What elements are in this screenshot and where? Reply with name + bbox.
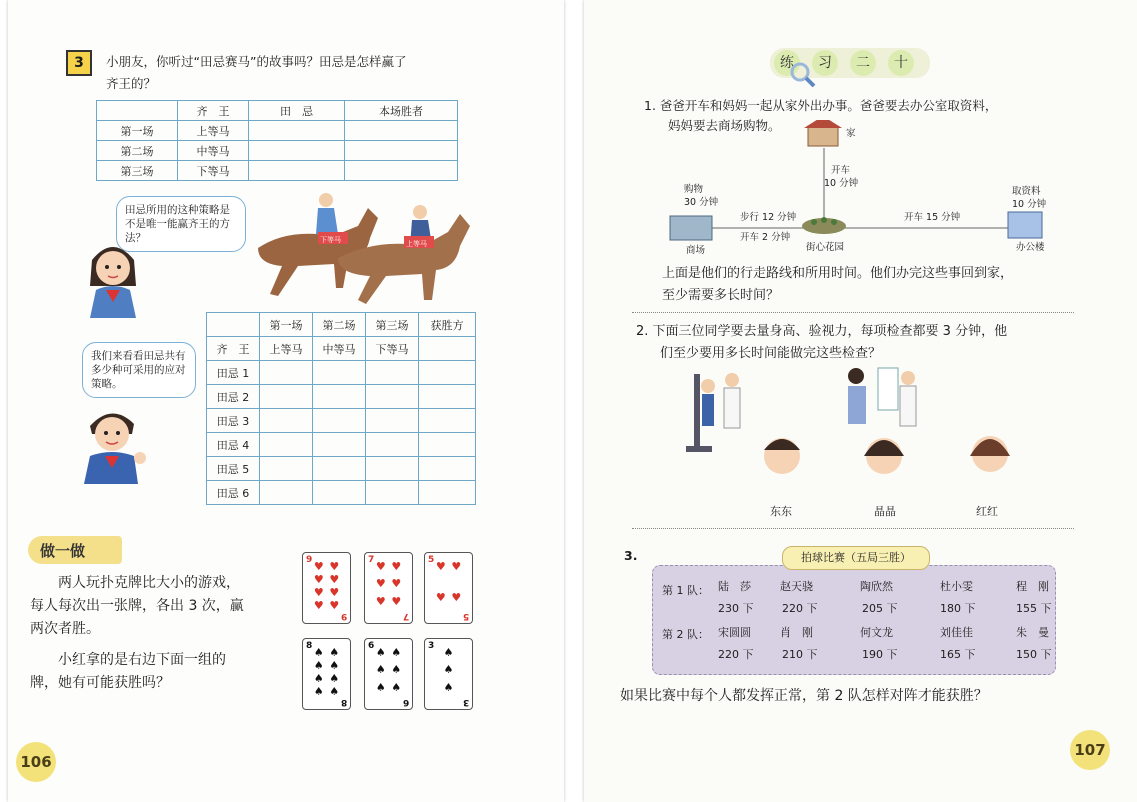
answer-cell[interactable]	[313, 433, 366, 457]
card-rank: 5	[428, 555, 435, 565]
answer-cell[interactable]	[419, 457, 476, 481]
paragraph-line: 两人玩扑克牌比大小的游戏，	[58, 575, 240, 591]
heart-card	[424, 552, 473, 624]
answer-cell[interactable]	[313, 385, 366, 409]
player-score: 155 下	[1016, 602, 1052, 615]
answer-cell[interactable]	[249, 161, 345, 181]
right-page	[584, 0, 1137, 802]
player-name: 刘佳佳	[940, 626, 973, 639]
heart-card	[364, 552, 413, 624]
table-cell: 田忌 5	[207, 457, 260, 481]
question-number-badge: 3	[66, 50, 92, 76]
table-header: 获胜方	[419, 313, 476, 337]
question-text-line1: 小朋友，你听过“田忌赛马”的故事吗？田忌是怎样赢了	[106, 54, 407, 69]
student-name: 东东	[770, 505, 792, 518]
shopping-label: 购物	[684, 184, 704, 195]
card-game-paragraph	[30, 572, 292, 695]
player-score: 210 下	[782, 648, 818, 661]
answer-cell[interactable]	[419, 385, 476, 409]
q1-question-line2: 至少需要多长时间？	[662, 288, 780, 303]
mall-label: 商场	[686, 245, 706, 256]
horse-tag-low: 下等马	[320, 236, 341, 244]
answer-cell[interactable]	[260, 481, 313, 505]
match-banner: 拍球比赛（五局三胜）	[782, 546, 930, 570]
paragraph-line: 两次者胜。	[30, 621, 100, 637]
card-rank: 9	[306, 555, 313, 565]
table-header: 第三场	[366, 313, 419, 337]
answer-cell[interactable]	[366, 433, 419, 457]
answer-cell[interactable]	[366, 385, 419, 409]
table-cell: 田忌 3	[207, 409, 260, 433]
q1-text-line1: 1. 爸爸开车和妈妈一起从家外出办事。爸爸要去办公室取资料，	[644, 98, 998, 113]
section-divider	[632, 528, 1074, 529]
paragraph-line: 每人每次出一张牌，各出 3 次，赢	[30, 598, 244, 614]
heart-pips-icon: ♥ ♥ ♥ ♥	[435, 560, 462, 605]
player-name: 朱 曼	[1016, 626, 1049, 639]
table-header: 本场胜者	[345, 101, 458, 121]
answer-cell[interactable]	[419, 481, 476, 505]
table-header	[207, 313, 260, 337]
checkup-illustration	[684, 364, 1064, 494]
title-char: 练	[774, 50, 800, 76]
card-rank: 6	[402, 697, 409, 707]
q2-text-line2: 们至少要用多长时间能做完这些检查？	[660, 346, 882, 361]
strategy-table	[206, 312, 476, 505]
drive-label: 开车	[831, 165, 851, 176]
horse-tag-high: 上等马	[406, 240, 427, 248]
girl-illustration	[78, 238, 148, 318]
table-cell: 第二场	[97, 141, 178, 161]
table-header: 第二场	[313, 313, 366, 337]
answer-cell[interactable]	[345, 141, 458, 161]
team-label: 第 1 队：	[662, 584, 709, 597]
player-score: 220 下	[718, 648, 754, 661]
table-row	[207, 361, 476, 385]
table-header: 齐 王	[178, 101, 249, 121]
answer-cell[interactable]	[260, 409, 313, 433]
player-score: 205 下	[862, 602, 898, 615]
drive-office-label: 开车 15 分钟	[904, 212, 961, 223]
table-row	[207, 481, 476, 505]
speech-bubble-question: 田忌所用的这种策略是不是唯一能赢齐王的方法？	[116, 196, 246, 252]
player-name: 杜小雯	[940, 580, 973, 593]
spade-card	[302, 638, 351, 710]
q3-question: 如果比赛中每个人都发挥正常，第 2 队怎样对阵才能获胜？	[620, 688, 988, 704]
player-score: 230 下	[718, 602, 754, 615]
table-header: 第一场	[260, 313, 313, 337]
paragraph-line: 牌，她有可能获胜吗？	[30, 675, 170, 691]
player-name: 陶欣然	[860, 580, 893, 593]
answer-cell[interactable]	[419, 409, 476, 433]
player-name: 何文龙	[860, 626, 893, 639]
q2-text-line1: 2. 下面三位同学要去量身高、验视力，每项检查都要 3 分钟，他	[636, 324, 1008, 339]
heart-pips-icon: ♥ ♥ ♥ ♥ ♥ ♥	[375, 560, 402, 608]
card-rank: 5	[462, 611, 469, 621]
spade-card	[364, 638, 413, 710]
table-row	[207, 433, 476, 457]
home-label: 家	[846, 128, 856, 139]
answer-cell[interactable]	[419, 433, 476, 457]
drive-short-label: 开车 2 分钟	[740, 232, 791, 243]
title-char: 二	[850, 50, 876, 76]
answer-cell[interactable]	[260, 433, 313, 457]
answer-cell[interactable]	[419, 361, 476, 385]
card-rank: 6	[368, 641, 375, 651]
activity-banner	[28, 536, 122, 564]
drive-time: 10 分钟	[824, 178, 859, 189]
table-cell: 上等马	[178, 121, 249, 141]
player-name: 陆 莎	[718, 580, 751, 593]
answer-cell[interactable]	[345, 121, 458, 141]
spade-pips-icon: ♠ ♠ ♠ ♠ ♠ ♠	[375, 646, 402, 694]
title-char: 习	[812, 50, 838, 76]
card-rank: 7	[402, 611, 409, 621]
question-text-line2: 齐王的？	[106, 76, 157, 91]
title-char: 十	[888, 50, 914, 76]
table-cell: 田忌 2	[207, 385, 260, 409]
table-cell: 下等马	[366, 337, 419, 361]
answer-cell[interactable]	[260, 361, 313, 385]
table-cell: 齐 王	[207, 337, 260, 361]
table-row	[207, 457, 476, 481]
page-number: 107	[1070, 730, 1110, 770]
left-page	[8, 0, 564, 802]
route-map	[664, 120, 1064, 260]
table-row	[97, 141, 458, 161]
player-score: 190 下	[862, 648, 898, 661]
team-label: 第 2 队：	[662, 628, 709, 641]
answer-cell[interactable]	[260, 385, 313, 409]
garden-label: 街心花园	[806, 242, 845, 253]
player-name: 肖 刚	[780, 626, 813, 639]
section-divider	[632, 312, 1074, 313]
answer-cell[interactable]	[366, 409, 419, 433]
card-rank: 3	[462, 697, 469, 707]
heart-pips-icon: ♥ ♥ ♥ ♥ ♥ ♥ ♥ ♥	[313, 560, 340, 612]
horse-race-illustration	[238, 188, 483, 306]
table-header	[97, 101, 178, 121]
table-cell: 田忌 4	[207, 433, 260, 457]
fetch-label: 取资料	[1012, 186, 1041, 197]
answer-cell[interactable]	[313, 457, 366, 481]
table-row	[207, 409, 476, 433]
card-rank: 3	[428, 641, 435, 651]
player-score: 150 下	[1016, 648, 1052, 661]
student-name: 晶晶	[874, 505, 896, 518]
page-number: 106	[16, 742, 56, 782]
table-cell: 第三场	[97, 161, 178, 181]
player-name: 宋圆圆	[718, 626, 751, 639]
answer-cell[interactable]	[313, 481, 366, 505]
table-row	[97, 161, 458, 181]
spade-pips-icon: ♠ ♠ ♠ ♠ ♠ ♠ ♠ ♠	[313, 646, 340, 698]
q1-text-line2: 妈妈要去商场购物。	[668, 118, 781, 133]
answer-cell[interactable]	[260, 457, 313, 481]
table-cell: 田忌 6	[207, 481, 260, 505]
answer-cell[interactable]	[366, 457, 419, 481]
table-row	[97, 121, 458, 141]
paragraph-line: 小红拿的是右边下面一组的	[58, 652, 226, 668]
office-label: 办公楼	[1016, 242, 1045, 253]
walk-label: 步行 12 分钟	[740, 212, 797, 223]
table-cell: 中等马	[313, 337, 366, 361]
answer-cell[interactable]	[366, 481, 419, 505]
card-rank: 7	[368, 555, 375, 565]
answer-cell[interactable]	[313, 361, 366, 385]
card-rank: 8	[306, 641, 313, 651]
table-header: 田 忌	[249, 101, 345, 121]
card-rank: 8	[340, 697, 347, 707]
activity-banner-label: 做一做	[40, 542, 86, 560]
card-rank: 9	[340, 611, 347, 621]
table-cell: 下等马	[178, 161, 249, 181]
score-panel	[652, 565, 1056, 675]
magnifier-icon	[790, 62, 816, 88]
table-row	[207, 337, 476, 361]
table-cell: 中等马	[178, 141, 249, 161]
answer-cell[interactable]	[366, 361, 419, 385]
table-cell: 上等马	[260, 337, 313, 361]
player-score: 180 下	[940, 602, 976, 615]
answer-cell[interactable]	[249, 141, 345, 161]
player-score: 165 下	[940, 648, 976, 661]
shopping-time: 30 分钟	[684, 197, 719, 208]
q1-question-line1: 上面是他们的行走路线和所用时间。他们办完这些事回到家，	[662, 266, 1014, 281]
student-name: 红红	[976, 505, 998, 518]
player-name: 赵天骁	[780, 580, 813, 593]
answer-cell[interactable]	[313, 409, 366, 433]
table-cell: 第一场	[97, 121, 178, 141]
table-cell: 田忌 1	[207, 361, 260, 385]
spade-pips-icon: ♠ ♠ ♠	[443, 646, 454, 694]
answer-cell[interactable]	[249, 121, 345, 141]
table-row	[207, 385, 476, 409]
boy-illustration	[74, 402, 154, 484]
player-score: 220 下	[782, 602, 818, 615]
speech-bubble-strategy: 我们来看看田忌共有多少种可采用的应对策略。	[82, 342, 196, 398]
spade-card	[424, 638, 473, 710]
match-table	[96, 100, 458, 181]
fetch-time: 10 分钟	[1012, 199, 1047, 210]
player-name: 程 刚	[1016, 580, 1049, 593]
heart-card	[302, 552, 351, 624]
q3-number: 3.	[624, 548, 638, 563]
table-cell	[419, 337, 476, 361]
answer-cell[interactable]	[345, 161, 458, 181]
